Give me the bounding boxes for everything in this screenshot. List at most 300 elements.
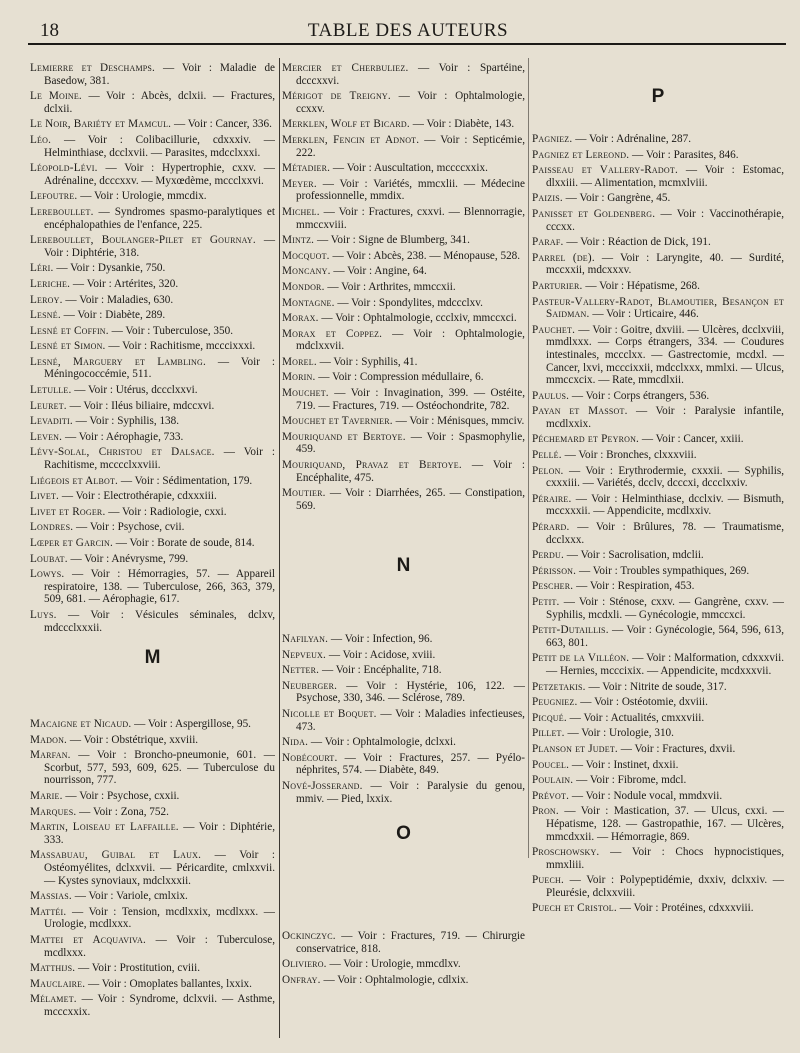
index-entry xyxy=(30,718,275,731)
entry-references: — Voir : Brûlures, 78. — Traumatisme, dcclxxx. xyxy=(546,521,784,546)
index-entry xyxy=(282,415,525,428)
author-name: Marques. xyxy=(30,805,77,818)
entry-references: — Voir : Aspergillose, 95. xyxy=(131,718,251,730)
entry-references: — Voir : Variole, cmlxix. xyxy=(71,890,188,903)
index-entry xyxy=(30,384,275,397)
author-name: Mauclaire. xyxy=(30,977,86,990)
author-name: Mouriquand, Pravaz et Bertoye. xyxy=(282,459,462,472)
entry-references: — Voir : Radiologie, cxxi. xyxy=(105,505,227,518)
index-entry xyxy=(282,162,525,175)
index-entry xyxy=(30,162,275,187)
index-entry xyxy=(30,190,275,203)
index-entry xyxy=(532,192,784,205)
author-name: Péraire. xyxy=(532,492,572,505)
entry-references: — Voir : Acidose, xviii. xyxy=(326,648,436,661)
author-name: Mélamet. xyxy=(30,993,77,1006)
entry-references: — Voir : Invagination, 399. — Ostéite, 719. — Fractures, 719. — Ostéochondrite, 782. xyxy=(296,387,525,412)
entry-references: — Voir : Ménisques, mmciv. xyxy=(392,415,525,428)
entry-references: — Voir : Adrénaline, 287. xyxy=(572,133,691,145)
index-entry xyxy=(532,565,784,578)
entry-references: — Voir : Encéphalite, 718. xyxy=(319,664,442,677)
entry-references: — Voir : Goitre, dxviii. — Ulcères, dcclxviii, mmdlxxx. — Corps étrangers, 334. — Coudures intestinales, mccclxx. — Gastrectomie, mcdxl. — Cancer, lxvi, mcccixxii, mdcclxxx, mmlxi. — Ulcus, mmccxcix. — Rate, mmcdlxii. xyxy=(546,323,784,387)
author-name: Lesné. xyxy=(30,309,61,322)
entry-references: — Voir : Fractures, dxvii. xyxy=(617,742,736,755)
entry-references: — Voir : Parasites, 846. xyxy=(629,148,739,161)
entry-references: — Voir : Obstétrique, xxviii. xyxy=(67,733,199,746)
index-entry xyxy=(282,234,525,247)
author-name: Letulle. xyxy=(30,384,72,397)
author-name: Lemierre et Deschamps. xyxy=(30,62,156,74)
author-name: Mondor. xyxy=(282,280,325,293)
author-name: Léopold-Lévi. xyxy=(30,162,98,175)
author-name: Londres. xyxy=(30,521,74,534)
author-name: Parrel (de). xyxy=(532,251,595,264)
index-entry xyxy=(282,387,525,412)
index-entry xyxy=(282,736,525,749)
author-name: Lefoutre. xyxy=(30,190,78,203)
index-entry xyxy=(30,978,275,991)
author-name: Mérigot de Treigny. xyxy=(282,90,391,103)
author-index-column-3 xyxy=(532,133,784,918)
entry-references: — Voir : Laryngite, 40. — Surdité, mccxxii, mdcxxxv. xyxy=(546,251,784,277)
entry-references: — Voir : Abcès, dclxii. — Fractures, dclxii. xyxy=(44,90,275,115)
entry-references: — Voir : Hystérie, 106, 122. — Psychose, 330, 346. — Sclérose, 789. xyxy=(296,679,525,705)
index-entry xyxy=(532,493,784,518)
entry-references: — Voir : Septicémie, 222. xyxy=(296,133,525,159)
author-name: Petzetakis. xyxy=(532,680,586,693)
entry-references: — Voir : Estomac, dlxxiii. — Alimentation, mcmxlviii. xyxy=(546,164,784,189)
index-entry xyxy=(30,431,275,444)
index-entry xyxy=(30,934,275,959)
index-entry xyxy=(532,580,784,593)
index-entry xyxy=(282,178,525,203)
entry-references: — Voir : Zona, 752. xyxy=(76,805,169,818)
index-entry xyxy=(30,537,275,550)
entry-references: — Voir : Encéphalite, 475. xyxy=(296,459,525,484)
index-entry xyxy=(30,734,275,747)
entry-references: — Voir : Urologie, mmcdix. xyxy=(77,190,207,203)
entry-references: — Voir : Fractures, 719. — Chirurgie conservatrice, 818. xyxy=(296,930,525,955)
entry-references: — Voir : Psychose, cxxii. xyxy=(62,789,180,802)
entry-references: — Voir : Prostitution, cviii. xyxy=(75,962,201,975)
entry-references: — Voir : Cancer, 336. xyxy=(171,118,272,131)
author-name: Pauchet. xyxy=(532,323,576,336)
index-entry xyxy=(30,506,275,519)
author-name: Lévy-Solal, Christou et Dalsace. xyxy=(30,446,215,459)
author-name: Merklen, Wolf et Bicard. xyxy=(282,118,410,131)
author-name: Oliviero. xyxy=(282,958,327,971)
index-entry xyxy=(532,465,784,490)
author-name: Pescher. xyxy=(532,580,574,593)
author-name: Onfray. xyxy=(282,973,321,986)
entry-references: — Voir : Ophtalmologie, cdlxix. xyxy=(320,973,469,986)
entry-references: — Voir : Iléus biliaire, mdccxvi. xyxy=(66,399,215,412)
entry-references: — Voir : Urologie, mmcdlxv. xyxy=(326,958,461,971)
index-entry xyxy=(532,521,784,546)
entry-references: — Voir : Tension, mcdlxxix, mcdlxxx. — Urologie, mcdlxxx. xyxy=(44,905,275,931)
author-name: Nepveux. xyxy=(282,648,327,661)
author-name: Lereboullet. xyxy=(30,205,94,218)
index-entry xyxy=(30,521,275,534)
entry-references: — Voir : Borate de soude, 814. xyxy=(112,537,255,549)
index-entry xyxy=(30,553,275,566)
author-name: Netter. xyxy=(282,664,320,677)
index-entry xyxy=(30,206,275,231)
index-entry xyxy=(282,312,525,325)
index-entry xyxy=(30,62,275,87)
author-name: Paraf. xyxy=(532,236,564,249)
index-entry xyxy=(282,708,525,733)
entry-references: — Voir : Utérus, dccclxxvi. xyxy=(71,384,198,397)
entry-references: — Voir : Tuberculose, mcdlxxx. xyxy=(44,933,275,959)
entry-references: — Voir : Corps étrangers, 536. xyxy=(569,389,710,402)
index-entry xyxy=(532,236,784,249)
index-entry xyxy=(532,133,784,146)
author-name: Liégeois et Albot. xyxy=(30,474,119,487)
author-name: Le Noir, Bariéty et Mamcul. xyxy=(30,118,172,131)
index-entry xyxy=(532,624,784,649)
index-entry xyxy=(30,806,275,819)
author-index-column-2-o xyxy=(282,930,525,989)
index-entry xyxy=(532,652,784,677)
entry-references: — Voir : Ophtalmologie, mdclxxvii. xyxy=(296,327,525,353)
index-entry xyxy=(282,328,525,353)
entry-references: — Voir : Ophtalmologie, ccclxiv, mmccxci. xyxy=(318,312,517,325)
author-name: Massabuau, Guibal et Laux. xyxy=(30,849,202,862)
entry-references: — Voir : Infection, 96. xyxy=(328,633,433,645)
entry-references: — Voir : Arthrites, mmccxii. xyxy=(324,280,456,293)
index-entry xyxy=(282,118,525,131)
index-entry xyxy=(532,902,784,915)
author-name: Paizis. xyxy=(532,192,563,205)
index-entry xyxy=(30,475,275,488)
author-name: Proschowsky. xyxy=(532,846,600,859)
entry-references: — Voir : Broncho-pneumonie, 601. — Scorbut, 577, 593, 609, 625. — Tuberculose du nourrisson, 777. xyxy=(44,749,275,787)
index-entry xyxy=(30,234,275,259)
entry-references: — Voir : Anévrysme, 799. xyxy=(67,552,189,565)
index-entry xyxy=(282,356,525,369)
section-letter-n: N xyxy=(396,555,411,576)
author-name: Leven. xyxy=(30,430,63,443)
entry-references: — Voir : Hémorragies, 57. — Appareil respiratoire, 138. — Tuberculose, 266, 363, 379, 509, 681. — Aérophagie, 617. xyxy=(44,568,275,606)
entry-references: — Voir : Nodule vocal, mmdxvii. xyxy=(569,789,723,802)
author-name: Puech et Cristol. xyxy=(532,902,617,915)
author-name: Péchemard et Peyron. xyxy=(532,433,640,446)
entry-references: — Voir : Rachitisme, mcccixxxi. xyxy=(105,340,256,353)
section-letter-p: P xyxy=(651,86,665,107)
author-name: Michel. xyxy=(282,205,320,218)
entry-references: — Voir : Diabète, 289. xyxy=(60,309,166,322)
index-entry xyxy=(532,390,784,403)
index-entry xyxy=(532,405,784,430)
author-name: Lesné et Coffin. xyxy=(30,324,109,337)
entry-references: — Voir : Respiration, 453. xyxy=(573,580,695,593)
index-entry xyxy=(282,487,525,512)
author-name: Parturier. xyxy=(532,279,583,292)
author-name: Panisset et Goldenberg. xyxy=(532,207,656,220)
author-index-column-2-n xyxy=(282,633,525,808)
author-name: Mouchet et Tavernier. xyxy=(282,415,393,428)
entry-references: — Voir : Sédimentation, 179. xyxy=(118,474,253,487)
author-name: Leroy. xyxy=(30,293,63,306)
author-name: Petit. xyxy=(532,596,560,608)
entry-references: — Voir : Vésicules séminales, dclxv, mdccclxxxii. xyxy=(44,608,275,634)
entry-references: — Voir : Malformation, cdxxxvii. — Hernies, mcccixix. — Appendicite, mcdxxxvii. xyxy=(546,652,784,677)
author-name: Pagniez. xyxy=(532,133,573,145)
entry-references: — Voir : Instinet, dxxii. xyxy=(569,758,679,771)
index-entry xyxy=(532,874,784,899)
index-entry xyxy=(282,664,525,677)
index-entry xyxy=(30,90,275,115)
index-entry xyxy=(532,743,784,756)
column-divider xyxy=(528,58,529,858)
author-name: Picqué. xyxy=(532,711,567,724)
index-entry xyxy=(30,400,275,413)
entry-references: — Voir : Diarrhées, 265. — Constipation, 569. xyxy=(296,487,525,512)
index-entry xyxy=(532,727,784,740)
author-name: Nicolle et Boquet. xyxy=(282,707,377,720)
index-entry xyxy=(282,250,525,263)
author-name: Payan et Massot. xyxy=(532,405,628,418)
index-entry xyxy=(282,62,525,87)
section-letter-o: O xyxy=(396,823,411,844)
index-entry xyxy=(532,252,784,277)
index-entry xyxy=(30,294,275,307)
entry-references: — Voir : Spondylites, mdccclxv. xyxy=(334,296,483,309)
entry-references: — Voir : Diabète, 143. xyxy=(409,118,515,131)
index-entry xyxy=(30,821,275,846)
entry-references: — Voir : Maladies, 630. xyxy=(62,293,174,306)
index-entry xyxy=(282,134,525,159)
author-name: Macaigne et Nicaud. xyxy=(30,718,132,730)
entry-references: — Voir : Gynécologie, 564, 596, 613, 663, 801. xyxy=(546,624,784,649)
index-entry xyxy=(532,759,784,772)
entry-references: — Voir : Helminthiase, dcclxiv. — Bismuth, mccxxxii. — Appendicite, mcdlxxiv. xyxy=(546,492,784,518)
entry-references: — Voir : Diphtérie, 333. xyxy=(44,821,276,846)
index-entry xyxy=(30,278,275,291)
author-name: Meyer. xyxy=(282,177,317,190)
author-name: Pellé. xyxy=(532,449,562,462)
index-entry xyxy=(30,568,275,606)
author-name: Métadier. xyxy=(282,162,331,175)
entry-references: — Voir : Troubles sympathiques, 269. xyxy=(576,564,750,577)
entry-references: — Voir : Fractures, 257. — Pyélo-néphrites, 574. — Diabète, 849. xyxy=(296,751,525,777)
entry-references: — Voir : Spartéine, dcccxxvi. xyxy=(296,62,526,87)
entry-references: — Voir : Gangrène, 45. xyxy=(562,192,671,205)
author-name: Paisseau et Vallery-Radot. xyxy=(532,164,678,177)
author-name: Petit de la Villéon. xyxy=(532,652,630,665)
author-name: Lesné, Marguery et Lambling. xyxy=(30,355,206,368)
index-entry xyxy=(282,958,525,971)
entry-references: — Voir : Aérophagie, 733. xyxy=(62,430,184,443)
author-name: Poucel. xyxy=(532,758,570,771)
index-entry xyxy=(30,790,275,803)
index-entry xyxy=(30,325,275,338)
entry-references: — Voir : Mastication, 37. — Ulcus, cxxi. — Hépatisme, 128. — Gastropathie, 167. — Ulcères, mmcdxxii. — Hémorragie, 869. xyxy=(546,805,784,843)
author-name: Petit-Dutaillis. xyxy=(532,624,609,637)
author-name: Paulus. xyxy=(532,389,570,402)
index-entry xyxy=(282,297,525,310)
index-entry xyxy=(282,206,525,231)
index-entry xyxy=(532,681,784,694)
author-name: Léo. xyxy=(30,133,52,146)
author-name: Mintz. xyxy=(282,234,315,247)
author-name: Pron. xyxy=(532,805,559,818)
header-rule xyxy=(28,43,786,45)
index-entry xyxy=(282,780,525,805)
column-divider xyxy=(279,58,280,1038)
author-name: Neuberger. xyxy=(282,679,338,692)
author-name: Nobécourt. xyxy=(282,751,338,764)
index-entry xyxy=(532,296,784,321)
author-name: Perdu. xyxy=(532,549,564,562)
author-name: Moutier. xyxy=(282,487,326,500)
author-name: Montagne. xyxy=(282,296,335,309)
entry-references: — Voir : Chocs hypnocistiques, mmxliii. xyxy=(546,846,784,871)
index-entry xyxy=(532,549,784,562)
running-title: TABLE DES AUTEURS xyxy=(307,20,509,41)
entry-references: — Voir : Compression médullaire, 6. xyxy=(315,371,484,384)
author-name: Massias. xyxy=(30,890,72,903)
index-entry xyxy=(532,433,784,446)
index-entry xyxy=(30,962,275,975)
entry-references: — Voir : Omoplates ballantes, lxxix. xyxy=(85,977,252,990)
index-entry xyxy=(30,118,275,131)
entry-references: — Voir : Paralysie infantile, mcdlxxix. xyxy=(546,405,784,430)
author-index-column-1-m xyxy=(30,718,275,1021)
entry-references: — Voir : Psychose, cvii. xyxy=(73,521,185,534)
entry-references: — Voir : Fibrome, mdcl. xyxy=(573,774,687,787)
index-entry xyxy=(282,633,525,646)
index-entry xyxy=(30,609,275,634)
author-name: Pillet. xyxy=(532,727,565,740)
index-entry xyxy=(532,164,784,189)
author-name: Pérard. xyxy=(532,521,570,534)
author-name: Mouriquand et Bertoye. xyxy=(282,430,406,443)
author-name: Madon. xyxy=(30,733,68,746)
index-entry xyxy=(282,371,525,384)
entry-references: — Voir : Variétés, mmcxlii. — Médecine professionnelle, mmdix. xyxy=(296,177,525,203)
entry-references: — Voir : Dysankie, 750. xyxy=(53,262,166,275)
author-name: Marie. xyxy=(30,789,63,802)
author-name: Moncany. xyxy=(282,265,331,278)
entry-references: — Voir : Rachitisme, mcccclxxviii. xyxy=(44,446,275,472)
index-entry xyxy=(30,993,275,1018)
entry-references: — Voir : Sténose, cxxv. — Gangrène, cxxv. — Syphilis, mcdxli. — Gynécologie, mmccxci. xyxy=(546,596,784,621)
author-name: Loubat. xyxy=(30,552,68,565)
entry-references: — Voir : Protéines, cdxxxviii. xyxy=(616,902,754,915)
author-name: Lesné et Simon. xyxy=(30,340,106,353)
index-entry xyxy=(532,774,784,787)
entry-references: — Voir : Maladie de Basedow, 381. xyxy=(44,62,275,87)
author-name: Ockinczyc. xyxy=(282,930,336,942)
index-entry xyxy=(30,890,275,903)
index-entry xyxy=(532,324,784,387)
author-index-column-2 xyxy=(282,62,525,515)
author-name: Marfan. xyxy=(30,749,71,762)
author-name: Mattéi. xyxy=(30,905,67,918)
index-entry xyxy=(532,846,784,871)
author-name: Morax et Coppez. xyxy=(282,327,383,340)
entry-references: — Voir : Spasmophylie, 459. xyxy=(296,430,525,456)
index-entry xyxy=(282,930,525,955)
entry-references: — Voir : Nitrite de soude, 317. xyxy=(585,680,727,693)
author-name: Poulain. xyxy=(532,774,574,787)
author-name: Livet. xyxy=(30,490,60,503)
index-entry xyxy=(282,90,525,115)
entry-references: — Voir : Urticaire, 446. xyxy=(589,308,699,321)
index-entry xyxy=(30,849,275,887)
author-name: Martin, Loiseau et Laffaille. xyxy=(30,821,179,834)
entry-references: — Voir : Auscultation, mccccxxix. xyxy=(330,162,488,175)
page-number: 18 xyxy=(40,20,59,41)
index-entry xyxy=(30,309,275,322)
author-index-column-1 xyxy=(30,62,275,637)
section-letter-m: M xyxy=(144,647,161,668)
index-entry xyxy=(282,265,525,278)
author-name: Lowys. xyxy=(30,568,65,581)
author-name: Pasteur-Vallery-Radot, Blamoutier, Besançon et Saidman. xyxy=(532,295,784,321)
index-entry xyxy=(30,340,275,353)
entry-references: — Voir : Vaccinothérapie, cccxx. xyxy=(546,207,784,233)
index-entry xyxy=(532,149,784,162)
entry-references: — Voir : Ostéomyélites, dclxxvii. — Péricardite, cmlxxvii. — Kystes synoviaux, mdclxxxii. xyxy=(44,849,275,887)
entry-references: — Voir : Erythrodermie, cxxxii. — Syphilis, cxxxiii. — Variétés, dcclv, dcccxi, dccclxxiv. xyxy=(546,464,784,490)
entry-references: — Voir : Signe de Blumberg, 341. xyxy=(314,234,470,247)
index-entry xyxy=(30,446,275,471)
author-name: Matthijs. xyxy=(30,962,76,975)
index-entry xyxy=(532,449,784,462)
entry-references: — Voir : Electrothérapie, cdxxxiii. xyxy=(59,490,217,503)
index-entry xyxy=(30,906,275,931)
author-name: Nové-Josserand. xyxy=(282,779,363,792)
author-name: Le Moine. xyxy=(30,90,82,103)
index-entry xyxy=(30,262,275,275)
index-entry xyxy=(282,680,525,705)
index-entry xyxy=(282,974,525,987)
author-name: Leriche. xyxy=(30,277,71,290)
index-entry xyxy=(282,281,525,294)
page-header xyxy=(28,18,788,44)
index-entry xyxy=(30,490,275,503)
entry-references: — Voir : Tuberculose, 350. xyxy=(108,324,233,337)
author-name: Morin. xyxy=(282,371,316,384)
entry-references: — Voir : Actualités, cmxxviii. xyxy=(566,711,705,724)
index-entry xyxy=(30,415,275,428)
author-name: Léri. xyxy=(30,262,54,275)
author-name: Nida. xyxy=(282,736,309,749)
index-entry xyxy=(532,712,784,725)
author-name: Lœper et Garcin. xyxy=(30,537,113,549)
author-name: Merklen, Fencin et Adnot. xyxy=(282,133,420,146)
index-entry xyxy=(282,649,525,662)
entry-references: — Voir : Maladies infectieuses, 473. xyxy=(296,707,525,733)
entry-references: — Voir : Polypeptidémie, dxxiv, dclxxiv. — Pleurésie, dclxxviii. xyxy=(546,874,784,899)
author-name: Livet et Roger. xyxy=(30,505,106,518)
index-entry xyxy=(282,459,525,484)
index-entry xyxy=(532,696,784,709)
author-name: Morel. xyxy=(282,355,317,368)
entry-references: — Voir : Ostéotomie, dxviii. xyxy=(577,696,708,709)
entry-references: — Voir : Syphilis, 41. xyxy=(316,355,418,368)
entry-references: — Voir : Urologie, 310. xyxy=(564,727,674,740)
entry-references: — Voir : Colibacillurie, cdxxxiv. — Helminthiase, dcclxvii. — Parasites, mdcclxxxi. xyxy=(44,133,275,159)
entry-references: — Voir : Fractures, cxxvi. — Blennorragie, mmccxviii. xyxy=(296,205,525,231)
entry-references: — Voir : Syndrome, dclxvii. — Asthme, mcccxxix. xyxy=(44,993,275,1018)
entry-references: — Voir : Paralysie du genou, mmiv. — Pied, lxxix. xyxy=(296,779,525,805)
index-entry xyxy=(532,596,784,621)
author-name: Pelon. xyxy=(532,464,564,477)
